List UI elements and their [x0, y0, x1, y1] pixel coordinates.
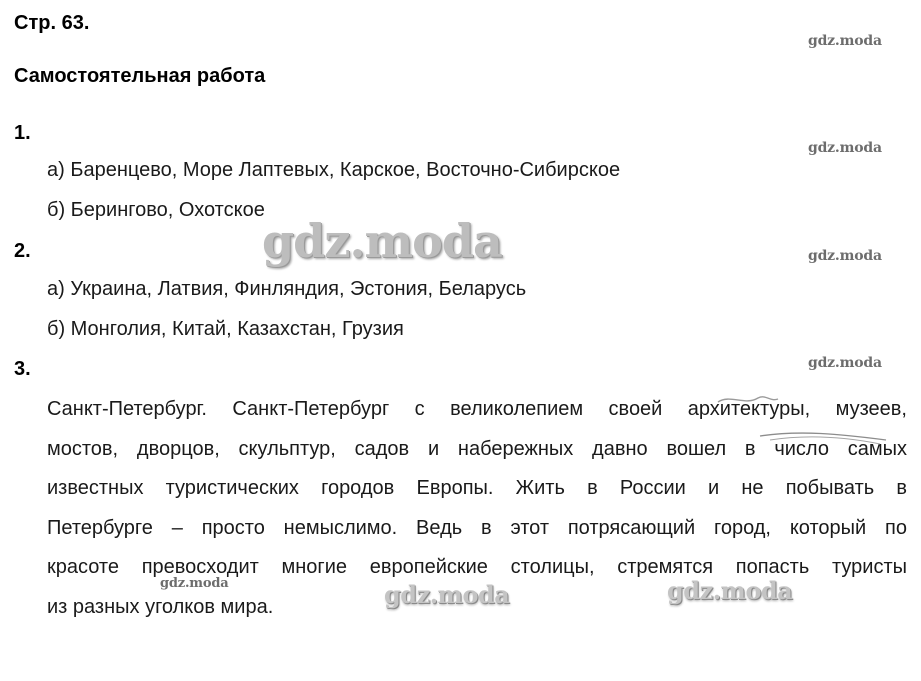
task-2-number: 2. [14, 240, 31, 262]
task-1-number: 1. [14, 122, 31, 144]
watermark: gdz.moda [808, 355, 882, 371]
section-title: Самостоятельная работа [14, 65, 266, 87]
paragraph-line: из разных уголков мира. [47, 595, 274, 618]
paragraph-line: красоте превосходит многие европейские столицы, стремятся попасть туристы [47, 556, 907, 578]
watermark: gdz.moda [808, 33, 882, 49]
watermark-large: gdz.moda [262, 214, 502, 268]
paragraph-line: Санкт-Петербург. Санкт-Петербург с великолепием своей архитектуры, музеев, [47, 398, 907, 420]
scribble-mark [700, 390, 900, 450]
task-3-number: 3. [14, 358, 31, 380]
paragraph-line: известных туристических городов Европы. Жить в России и не побывать в [47, 477, 907, 499]
watermark: gdz.moda [808, 140, 882, 156]
paragraph-line: Петербурге – просто немыслимо. Ведь в этот потрясающий город, который по [47, 516, 907, 539]
task-2-answer-b: б) Монголия, Китай, Казахстан, Грузия [47, 318, 404, 340]
task-1-answer-b: б) Берингово, Охотское [47, 199, 265, 221]
watermark-medium: gdz.moda [384, 580, 510, 609]
page-reference: Стр. 63. [14, 12, 90, 34]
task-2-answer-a: а) Украина, Латвия, Финляндия, Эстония, Беларусь [47, 278, 527, 300]
watermark-medium: gdz.moda [667, 576, 793, 605]
paragraph-line: мостов, дворцов, скульптур, садов и набережных давно вошел в число самых [47, 437, 907, 460]
watermark: gdz.moda [160, 576, 229, 591]
watermark: gdz.moda [808, 248, 882, 264]
task-1-answer-a: а) Баренцево, Море Лаптевых, Карское, Восточно-Сибирское [47, 159, 621, 181]
